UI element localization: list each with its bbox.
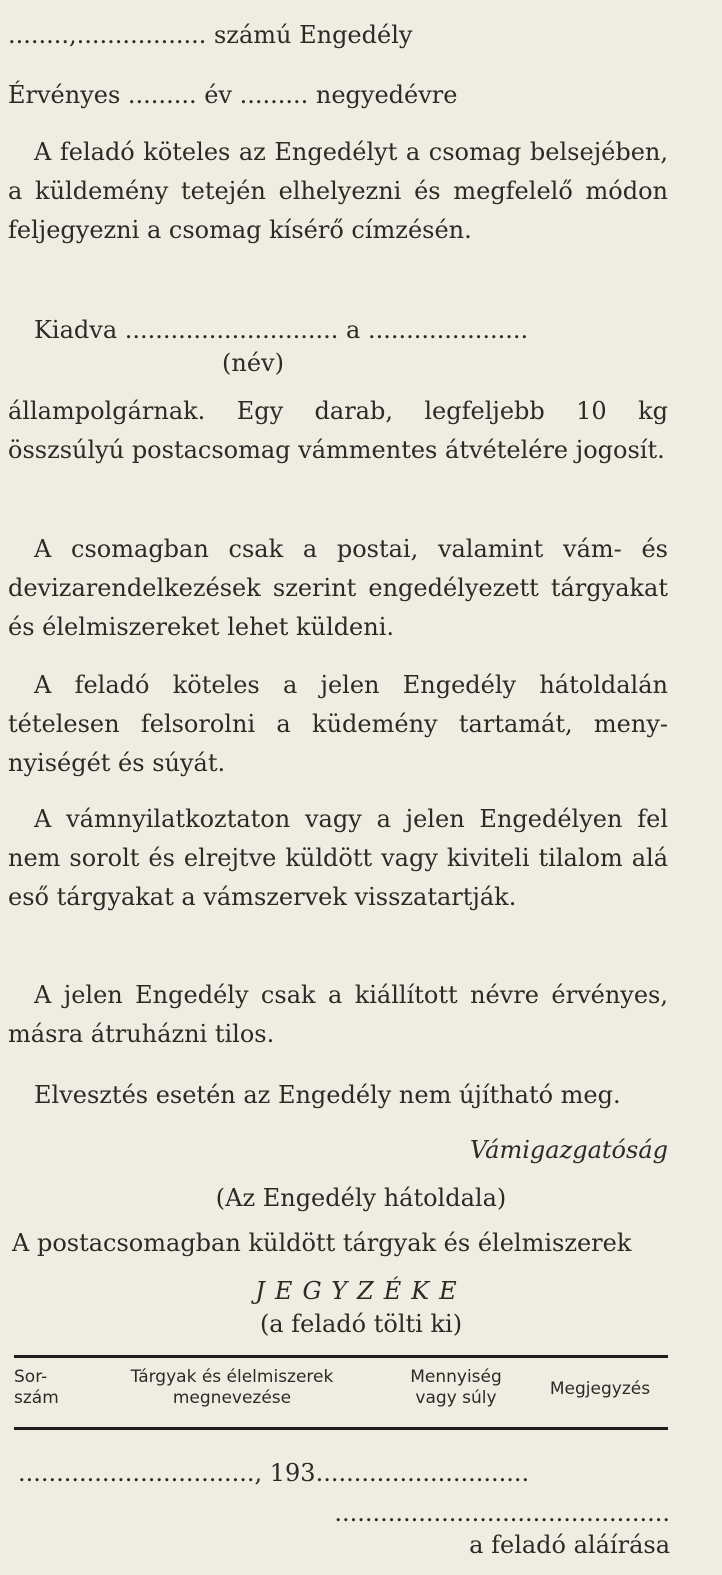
paragraph-non-transferable: A jelen Engedély csak a kiállított névre érvényes, másra átruházni tilos. bbox=[8, 981, 668, 1048]
table-bottom-rule bbox=[14, 1427, 668, 1430]
column-header-number: Sor- szám bbox=[14, 1367, 59, 1408]
paragraph-loss: Elvesztés esetén az Engedély nem újítható meg. bbox=[34, 1081, 621, 1109]
column-header-remarks: Megjegyzés bbox=[549, 1379, 651, 1399]
signature-line: ............................................ bbox=[334, 1499, 670, 1527]
column-header-items: Tárgyak és élelmiszerek megnevezése bbox=[130, 1367, 334, 1408]
paragraph-entitlement: állampolgárnak. Egy darab, legfeljebb 10 kg összsúlyú postacsomag vámmentes átvételére jogosít. bbox=[8, 397, 668, 464]
paragraph-listing-obligation: A feladó köteles a jelen Engedély hátoldalán tételesen felsorolni a küdemény tartamát, menynyiségét és súyát. bbox=[8, 671, 668, 777]
paragraph-allowed-items: A csomagban csak a postai, valamint vám- és devizarendelkezések szerint engedélyezett tárgyakat és élelmiszereket lehet küldeni. bbox=[8, 535, 668, 641]
list-title-line: A postacsomagban küldött tárgyak és élelmiszerek bbox=[12, 1229, 632, 1257]
paragraph-confiscation: A vámnyilatkoztaton vagy a jelen Engedélyen fel nem sorolt és elrejtve küldött vagy kiviteli tilalom alá eső tárgyakat a vámszervek visszatartják. bbox=[8, 805, 668, 911]
list-heading: JEGYZÉKE bbox=[255, 1277, 467, 1305]
reverse-side-caption: (Az Engedély hátoldala) bbox=[215, 1184, 507, 1212]
column-header-quantity: Mennyiség vagy súly bbox=[410, 1367, 502, 1408]
issued-line: Kiadva ............................ a ..................... bbox=[34, 316, 529, 344]
paragraph-placement: A feladó köteles az Engedélyt a csomag belsejében, a küldemény tetején elhelyezni és megfelelő módon feljegyezni a csomag kísérő címzésén. bbox=[8, 138, 668, 244]
name-caption: (név) bbox=[222, 349, 284, 377]
signature-label: a feladó aláírása bbox=[469, 1531, 670, 1559]
items-table-header bbox=[14, 1365, 668, 1425]
authority-signature: Vámigazgatóság bbox=[470, 1136, 668, 1164]
permit-number-line: ........,................. számú Engedély bbox=[8, 21, 413, 49]
table-top-rule bbox=[14, 1355, 668, 1358]
filled-by-note: (a feladó tölti ki) bbox=[259, 1310, 463, 1338]
validity-line: Érvényes ......... év ......... negyedévre bbox=[8, 81, 458, 109]
date-line: ..............................., 193............................ bbox=[18, 1459, 530, 1487]
